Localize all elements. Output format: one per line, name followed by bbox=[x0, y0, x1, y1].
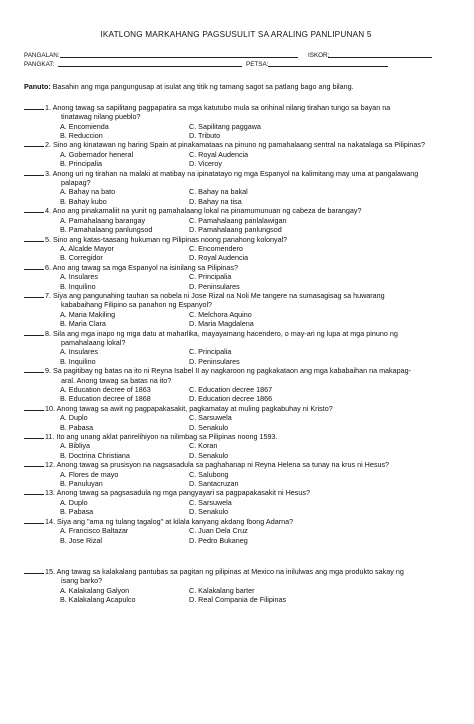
choice-c: C. Encomendero bbox=[189, 243, 243, 253]
question-text bbox=[45, 263, 448, 272]
choice-d: D. Peninsulares bbox=[189, 356, 240, 366]
choice-b: B. Doctrina Christiana bbox=[60, 450, 130, 460]
answer-blank[interactable] bbox=[24, 109, 44, 110]
choice-b: B. Bahay kubo bbox=[60, 196, 107, 206]
question-stem-continued: palapag? bbox=[61, 178, 91, 188]
pangalan-label: PANGALAN: bbox=[24, 52, 60, 60]
question-number: 3. bbox=[45, 168, 51, 178]
question-stem-continued: aral. Anong tawag sa batas na ito? bbox=[61, 375, 172, 385]
question-item bbox=[24, 460, 448, 488]
question-stem: Ano ang tawag sa mga Espanyol na isinilang sa Pilipinas? bbox=[52, 262, 239, 272]
choice-d: D. Pedro Bukaneg bbox=[189, 535, 248, 545]
choices bbox=[45, 586, 448, 605]
choice-a: A. Insulares bbox=[60, 347, 98, 357]
question-text bbox=[45, 366, 448, 385]
choice-d: D. Bahay na tisa bbox=[189, 196, 242, 206]
choice-b: B. Kalakalang Acapulco bbox=[60, 595, 136, 605]
choices bbox=[45, 526, 448, 545]
question-item bbox=[24, 432, 448, 460]
question-text bbox=[45, 291, 448, 310]
choice-a: A. Flores de mayo bbox=[60, 469, 119, 479]
instructions bbox=[24, 82, 448, 91]
choice-c: C. Royal Audencia bbox=[189, 149, 249, 159]
answer-blank[interactable] bbox=[24, 494, 44, 495]
question-number: 13. bbox=[45, 488, 55, 498]
choice-c: C. Sarsuwela bbox=[189, 497, 232, 507]
question-stem: Ano ang pinakamaliit na yunit ng pamahalaang lokal na pinamumunuan ng cabeza de barangay? bbox=[52, 206, 362, 216]
question-stem: Sino ang katas-taasang hukuman ng Pilipinas noong panahong kolonyal? bbox=[53, 234, 288, 244]
question-text bbox=[45, 169, 448, 188]
choice-b: B. Pabasa bbox=[60, 422, 94, 432]
question-item bbox=[24, 366, 448, 404]
choice-a: A. Duplo bbox=[60, 413, 88, 423]
question-number: 8. bbox=[45, 328, 51, 338]
choices bbox=[45, 470, 448, 489]
question-number: 14. bbox=[45, 516, 55, 526]
choice-b: B. Corregidor bbox=[60, 253, 103, 263]
choice-b: B. Maria Clara bbox=[60, 319, 106, 329]
choice-a: A. Francisco Baltazar bbox=[60, 526, 129, 536]
question-text bbox=[45, 206, 448, 215]
question-number: 6. bbox=[45, 262, 51, 272]
choices bbox=[45, 272, 448, 291]
choice-c: C. Koran bbox=[189, 441, 218, 451]
choice-c: C. Pamahalaang panlalawigan bbox=[189, 215, 287, 225]
answer-blank[interactable] bbox=[24, 466, 44, 467]
question-list bbox=[24, 103, 448, 605]
answer-blank[interactable] bbox=[24, 212, 44, 213]
question-number: 1. bbox=[45, 102, 51, 112]
spacer bbox=[24, 545, 448, 567]
question-stem: Ang tawag sa kalakalang pantubas sa pagitan ng pilipinas at Mexico na inilulwas ang mga produkto sakay ng bbox=[56, 566, 404, 576]
choices bbox=[45, 413, 448, 432]
answer-blank[interactable] bbox=[24, 241, 44, 242]
choices bbox=[45, 310, 448, 329]
choice-a: A. Bibliya bbox=[60, 441, 90, 451]
choice-d: D. Royal Audencia bbox=[189, 253, 249, 263]
question-stem: Anong tawag sa sapilitang pagpapatira sa mga katutubo mula sa orihinal nilang tirahan tungo sa bayan na bbox=[52, 102, 391, 112]
choice-c: C. Sarsuwela bbox=[189, 413, 232, 423]
question-stem: Anong tawag sa pagsasadula ng mga pangyayari sa pagpapakasakit ni Hesus? bbox=[56, 488, 310, 498]
choices bbox=[45, 150, 448, 169]
choice-b: B. Principalia bbox=[60, 159, 102, 169]
choice-d: D. Maria Magdalena bbox=[189, 319, 254, 329]
choice-d: D. Senakulo bbox=[189, 507, 229, 517]
question-text bbox=[45, 460, 448, 469]
question-stem-continued: tinatawag nilang pueblo? bbox=[61, 112, 141, 122]
choice-b: B. Panuluyan bbox=[60, 479, 103, 489]
question-item bbox=[24, 404, 448, 432]
question-item bbox=[24, 517, 448, 545]
choice-b: B. Pabasa bbox=[60, 507, 94, 517]
choice-d: D. Education decree 1866 bbox=[189, 394, 273, 404]
question-number: 15. bbox=[45, 566, 55, 576]
question-stem: Anong tawag sa prusisyon na nagsasadula sa paghahanap ni Reyna Helena sa tunay na krus ni Hesus? bbox=[56, 460, 390, 470]
question-stem: Ito ang unang aklat panrelihiyon na nilimbag sa Pilipinas noong 1593. bbox=[56, 432, 278, 442]
question-text bbox=[45, 432, 448, 441]
choice-d: D. Viceroy bbox=[189, 159, 223, 169]
choices bbox=[45, 441, 448, 460]
choice-d: D. Tributo bbox=[189, 131, 221, 141]
question-text bbox=[45, 488, 448, 497]
choices bbox=[45, 216, 448, 235]
question-stem: Siya ang "ama ng tulang tagalog" at kilala kanyang akdang Ibong Adarna? bbox=[57, 516, 294, 526]
question-item bbox=[24, 488, 448, 516]
question-item bbox=[24, 103, 448, 141]
choice-d: D. Pamahalaang panlungsod bbox=[189, 225, 282, 235]
question-number: 11. bbox=[45, 432, 55, 442]
question-text bbox=[45, 103, 448, 122]
choice-b: B. Inquilino bbox=[60, 356, 96, 366]
choice-a: A. Bahay na bato bbox=[60, 187, 116, 197]
question-item bbox=[24, 206, 448, 234]
choice-c: C. Principalia bbox=[189, 272, 232, 282]
choice-d: D. Real Compania de Filipinas bbox=[189, 595, 287, 605]
answer-blank[interactable] bbox=[24, 573, 44, 574]
choices bbox=[45, 498, 448, 517]
question-text bbox=[45, 140, 448, 149]
question-stem-continued: pamahalaang lokal? bbox=[61, 337, 126, 347]
question-number: 2. bbox=[45, 140, 51, 150]
choices bbox=[45, 347, 448, 366]
question-stem: Sino ang kinatawan ng haring Spain at pinakamataas na pinuno ng pamahalaang sentral na nakatalaga sa Pilipinas? bbox=[53, 140, 426, 150]
choice-a: A. Kalakalang Galyon bbox=[60, 585, 130, 595]
answer-blank[interactable] bbox=[24, 146, 44, 147]
question-number: 12. bbox=[45, 460, 55, 470]
question-text bbox=[45, 235, 448, 244]
answer-blank[interactable] bbox=[24, 372, 44, 373]
question-text bbox=[45, 517, 448, 526]
question-item bbox=[24, 235, 448, 263]
choice-c: C. Melchora Aquino bbox=[189, 309, 252, 319]
choices bbox=[45, 122, 448, 141]
question-stem: Anong tawag sa awit ng pagpapakasakit, pagkamatay at muling pagkabuhay ni Kristo? bbox=[56, 403, 333, 413]
choice-b: B. Reduccion bbox=[60, 131, 103, 141]
question-item bbox=[24, 291, 448, 329]
choice-b: B. Jose Rizal bbox=[60, 535, 102, 545]
choice-c: C. Principalia bbox=[189, 347, 232, 357]
answer-blank[interactable] bbox=[24, 297, 44, 298]
choice-a: A. Maria Makiling bbox=[60, 309, 116, 319]
question-number: 4. bbox=[45, 206, 51, 216]
question-item bbox=[24, 263, 448, 291]
answer-blank[interactable] bbox=[24, 438, 44, 439]
choices bbox=[45, 385, 448, 404]
choices bbox=[45, 187, 448, 206]
answer-blank[interactable] bbox=[24, 175, 44, 176]
question-stem: Siya ang pangunahing tauhan sa nobela ni Jose Rizal na Noli Me tangere na sumasagisag sa huwarang bbox=[53, 290, 385, 300]
page-title: IKATLONG MARKAHANG PAGSUSULIT SA ARALING PANLIPUNAN 5 bbox=[100, 30, 372, 39]
question-item bbox=[24, 140, 448, 168]
instructions-text: Basahin ang mga pangungusap at isulat ang titik ng tamang sagot sa patlang bago ang bilang. bbox=[50, 82, 354, 92]
question-stem-continued: kababaihang Filipino sa panahon ng Espanyol? bbox=[61, 300, 213, 310]
question-item bbox=[24, 169, 448, 207]
question-item bbox=[24, 329, 448, 367]
choice-b: B. Inquilino bbox=[60, 281, 96, 291]
choice-a: A. Gobernador heneral bbox=[60, 149, 134, 159]
info-row-2 bbox=[24, 60, 448, 69]
answer-blank[interactable] bbox=[24, 523, 44, 524]
question-stem: Anong uri ng tirahan na malaki at matibay na ipinatatayo ng mga Espanyol na kalimitang may uma at pangalawang bbox=[52, 168, 419, 178]
choice-c: C. Salubong bbox=[189, 469, 229, 479]
question-number: 5. bbox=[45, 234, 51, 244]
choice-b: B. Pamahalaang panlungsod bbox=[60, 225, 153, 235]
choice-c: C. Kalakalang barter bbox=[189, 585, 255, 595]
question-stem: Sila ang mga inapo ng mga datu at maharlika, mayayamang hacendero, o may-ari ng lupa at mga pinuno ng bbox=[53, 328, 398, 338]
choice-d: D. Santacruzan bbox=[189, 479, 239, 489]
petsa-label: PETSA: bbox=[246, 61, 269, 69]
choices bbox=[45, 244, 448, 263]
choice-d: D. Senakulo bbox=[189, 450, 229, 460]
choice-a: A. Alcalde Mayor bbox=[60, 243, 114, 253]
question-item bbox=[24, 567, 448, 605]
question-stem: Sa pagitibay ng batas na ito ni Reyna Isabel II ay nagkaroon ng pagkakataon ang mga kababaihan na makapag- bbox=[53, 366, 412, 376]
choice-a: A. Insulares bbox=[60, 272, 98, 282]
choice-a: A. Pamahalaang barangay bbox=[60, 215, 146, 225]
choice-a: A. Duplo bbox=[60, 497, 88, 507]
iskor-label: ISKOR: bbox=[308, 52, 330, 60]
info-row-1 bbox=[24, 51, 448, 60]
choice-c: C. Sapilitang paggawa bbox=[189, 121, 261, 131]
choice-b: B. Education decree of 1868 bbox=[60, 394, 151, 404]
question-text bbox=[45, 329, 448, 348]
choice-d: D. Senakulo bbox=[189, 422, 229, 432]
instructions-label: Panuto: bbox=[24, 82, 51, 92]
question-text bbox=[45, 404, 448, 413]
answer-blank[interactable] bbox=[24, 269, 44, 270]
answer-blank[interactable] bbox=[24, 335, 44, 336]
choice-c: C. Juan Dela Cruz bbox=[189, 526, 248, 536]
choice-c: C. Education decree 1867 bbox=[189, 385, 273, 394]
choice-a: A. Education decree of 1863 bbox=[60, 385, 151, 394]
question-number: 10. bbox=[45, 403, 55, 413]
question-number: 7. bbox=[45, 290, 51, 300]
question-text bbox=[45, 567, 448, 586]
choice-d: D. Peninsulares bbox=[189, 281, 240, 291]
question-stem-continued: isang barko? bbox=[61, 576, 103, 586]
choice-c: C. Bahay na bakal bbox=[189, 187, 248, 197]
choice-a: A. Encomienda bbox=[60, 121, 109, 131]
pangkat-label: PANGKAT: bbox=[24, 61, 55, 69]
answer-blank[interactable] bbox=[24, 410, 44, 411]
question-number: 9. bbox=[45, 366, 51, 376]
